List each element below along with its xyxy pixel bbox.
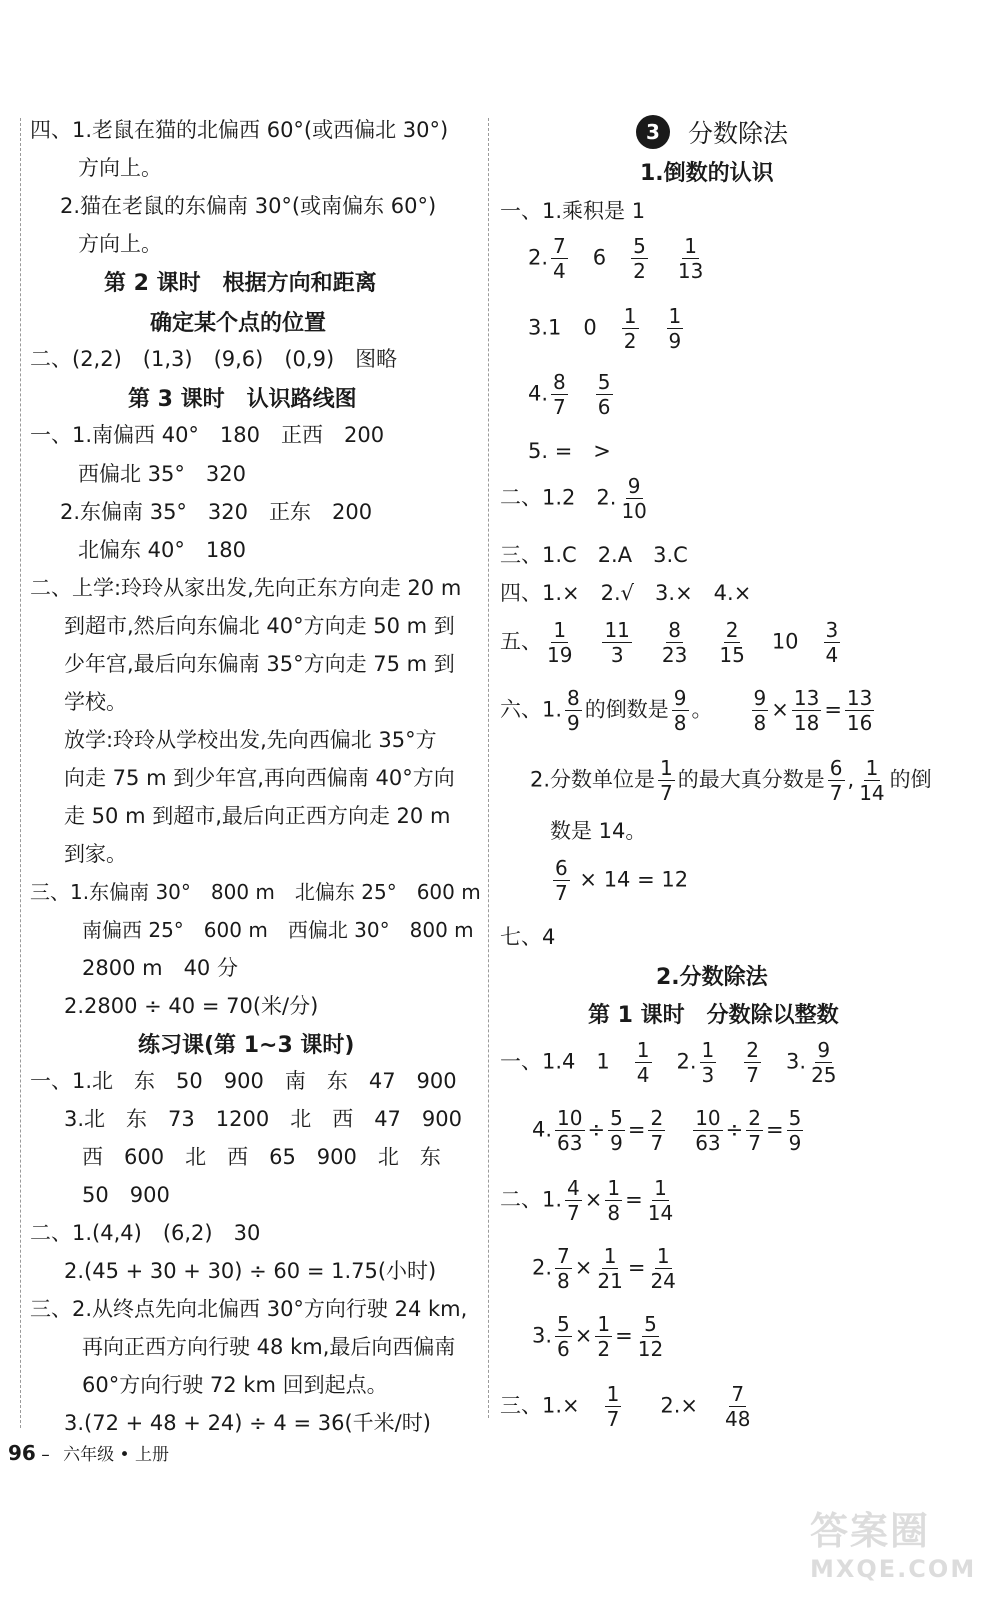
answer-line bbox=[550, 858, 688, 903]
fraction: $\frac{5}{9}$ bbox=[610, 1106, 623, 1155]
answer-text: 2.分数单位是 bbox=[530, 767, 656, 792]
answer-line bbox=[500, 620, 843, 665]
answer-line: 到家。 bbox=[64, 842, 127, 866]
answer-line: 三、1.C 2.A 3.C bbox=[500, 543, 688, 567]
item-label: 三、1.× bbox=[500, 1393, 580, 1418]
answer-line bbox=[530, 758, 932, 803]
fraction: $\frac{1}{21}$ bbox=[597, 1244, 623, 1293]
fraction: $\frac{1}{7}$ bbox=[660, 756, 673, 805]
fraction: $\frac{1}{19}$ bbox=[547, 618, 573, 667]
answer-line: 三、1.东偏南 30° 800 m 北偏东 25° 600 m bbox=[30, 880, 481, 904]
watermark-logo bbox=[810, 1500, 990, 1600]
item-label: 二、1.2 2. bbox=[500, 485, 617, 510]
fraction: $\frac{9}{8}$ bbox=[753, 686, 767, 735]
fraction: $\frac{9}{10}$ bbox=[621, 474, 647, 523]
item-label: 4. bbox=[528, 381, 549, 406]
fraction: $\frac{2}{7}$ bbox=[746, 1038, 760, 1087]
operator: × bbox=[584, 1187, 603, 1212]
answer-line: 方向上。 bbox=[78, 232, 162, 256]
operator: = bbox=[627, 1117, 646, 1142]
section-heading: 1.倒数的认识 bbox=[640, 161, 774, 186]
answer-line bbox=[532, 1108, 806, 1153]
answer-line bbox=[500, 1178, 678, 1223]
answer-line: 2.(45 + 30 + 30) ÷ 60 = 1.75(小时) bbox=[64, 1259, 437, 1283]
answer-line bbox=[532, 1314, 668, 1359]
item-label: 一、1.4 1 bbox=[500, 1049, 610, 1074]
answer-line: 2800 m 40 分 bbox=[82, 956, 238, 980]
lesson-heading: 练习课(第 1~3 课时) bbox=[138, 1033, 355, 1058]
answer-line: 5. = > bbox=[528, 439, 611, 463]
answer-line: 2.猫在老鼠的东偏南 30°(或南偏东 60°) bbox=[60, 194, 437, 218]
item-label: 2. bbox=[532, 1255, 553, 1280]
answer-line: 二、(2,2) (1,3) (9,6) (0,9) 图略 bbox=[30, 347, 398, 371]
answer-line: 2.2800 ÷ 40 = 70(米/分) bbox=[64, 994, 319, 1018]
answer-line: 3.北 东 73 1200 北 西 47 900 bbox=[64, 1107, 463, 1131]
fraction: $\frac{1}{9}$ bbox=[668, 304, 682, 353]
left-margin-rule bbox=[20, 118, 22, 1428]
answer-line bbox=[528, 236, 708, 281]
fraction: $\frac{1}{8}$ bbox=[607, 1176, 621, 1225]
watermark-bottom: MXQE.COM bbox=[810, 1555, 977, 1583]
answer-text: 。 bbox=[691, 697, 713, 722]
fraction: $\frac{10}{63}$ bbox=[557, 1106, 583, 1155]
answer-line bbox=[500, 1384, 755, 1429]
answer-line: 学校。 bbox=[64, 690, 127, 714]
answer-text: , bbox=[847, 767, 855, 792]
answer-line bbox=[528, 372, 616, 417]
answer-line: 二、1.(4,4) (6,2) 30 bbox=[30, 1221, 261, 1245]
answer-line: 四、1.× 2.√ 3.× 4.× bbox=[500, 581, 752, 605]
answer-line: 2.东偏南 35° 320 正东 200 bbox=[60, 500, 373, 524]
fraction: $\frac{1}{13}$ bbox=[677, 234, 704, 283]
lesson-heading: 确定某个点的位置 bbox=[150, 311, 327, 336]
fraction: $\frac{4}{7}$ bbox=[567, 1176, 580, 1225]
chapter-title: 分数除法 bbox=[688, 119, 789, 148]
column-divider bbox=[488, 118, 490, 1418]
lesson-heading: 第 3 课时 认识路线图 bbox=[128, 387, 357, 412]
fraction: $\frac{6}{7}$ bbox=[829, 756, 843, 805]
fraction: $\frac{2}{7}$ bbox=[650, 1106, 664, 1155]
answer-line: 南偏西 25° 600 m 西偏北 30° 800 m bbox=[82, 918, 474, 942]
fraction: $\frac{1}{2}$ bbox=[597, 1312, 611, 1361]
answer-line: 数是 14。 bbox=[550, 819, 647, 843]
footer-dash: – bbox=[41, 1445, 50, 1465]
fraction: $\frac{1}{2}$ bbox=[623, 304, 637, 353]
item-label: 3. bbox=[786, 1049, 807, 1074]
operator: = bbox=[627, 1255, 646, 1280]
fraction: $\frac{2}{7}$ bbox=[748, 1106, 761, 1155]
section-heading: 2.分数除法 bbox=[656, 965, 768, 990]
operator: = bbox=[824, 697, 842, 722]
grade-label: 六年级 • 上册 bbox=[63, 1445, 169, 1465]
chapter-number-badge: 3 bbox=[636, 115, 670, 149]
fraction: $\frac{10}{63}$ bbox=[695, 1106, 721, 1155]
fraction: $\frac{1}{7}$ bbox=[606, 1382, 620, 1431]
answer-line: 二、上学:玲玲从家出发,先向正东方向走 20 m bbox=[30, 576, 462, 600]
answer-line: 北偏东 40° 180 bbox=[78, 538, 246, 562]
fraction: $\frac{7}{8}$ bbox=[557, 1244, 570, 1293]
answer-text: 的倒数是 bbox=[584, 697, 669, 722]
watermark-top: 答案圈 bbox=[810, 1509, 931, 1553]
fraction: $\frac{2}{15}$ bbox=[719, 618, 745, 667]
fraction: $\frac{5}{9}$ bbox=[788, 1106, 802, 1155]
fraction: $\frac{11}{3}$ bbox=[604, 618, 630, 667]
operator: = bbox=[765, 1117, 784, 1142]
answer-line bbox=[500, 476, 652, 521]
lesson-heading: 第 1 课时 分数除以整数 bbox=[588, 1003, 839, 1028]
answer-line: 到超市,然后向东偏北 40°方向走 50 m 到 bbox=[64, 614, 455, 638]
answer-line: 三、2.从终点先向北偏西 30°方向行驶 24 km, bbox=[30, 1297, 468, 1321]
operator: ÷ bbox=[587, 1117, 606, 1142]
answer-line: 走 50 m 到超市,最后向正西方向走 20 m bbox=[64, 804, 451, 828]
item-label: 2. bbox=[528, 245, 549, 270]
answer-line bbox=[500, 688, 877, 733]
operator: ÷ bbox=[725, 1117, 744, 1142]
answer-value: 0 bbox=[583, 315, 597, 340]
answer-text: 的倒 bbox=[889, 767, 932, 792]
answer-line: 四、1.老鼠在猫的北偏西 60°(或西偏北 30°) bbox=[30, 118, 449, 142]
answer-line bbox=[528, 306, 686, 351]
fraction: $\frac{1}{3}$ bbox=[701, 1038, 715, 1087]
operator: = bbox=[615, 1323, 633, 1348]
fraction: $\frac{7}{4}$ bbox=[553, 234, 566, 283]
answer-line bbox=[532, 1246, 681, 1291]
fraction: $\frac{9}{25}$ bbox=[811, 1038, 837, 1087]
fraction: $\frac{5}{6}$ bbox=[557, 1312, 570, 1361]
answer-line bbox=[500, 1040, 842, 1085]
operator: = bbox=[625, 1187, 643, 1212]
fraction: $\frac{8}{23}$ bbox=[661, 618, 688, 667]
answer-value: 1 bbox=[548, 315, 562, 340]
operator: × bbox=[771, 697, 789, 722]
fraction: $\frac{7}{48}$ bbox=[725, 1382, 751, 1431]
answer-text: × 14 = 12 bbox=[579, 867, 689, 892]
answer-line: 3.(72 + 48 + 24) ÷ 4 = 36(千米/时) bbox=[64, 1411, 431, 1435]
fraction: $\frac{3}{4}$ bbox=[825, 618, 839, 667]
operator: × bbox=[574, 1255, 593, 1280]
answer-line: 放学:玲玲从学校出发,先向西偏北 35°方 bbox=[64, 728, 437, 752]
answer-line: 方向上。 bbox=[78, 156, 162, 180]
item-label: 4. bbox=[532, 1117, 553, 1142]
answer-line: 60°方向行驶 72 km 回到起点。 bbox=[82, 1373, 388, 1397]
answer-line: 西 600 北 西 65 900 北 东 bbox=[82, 1145, 441, 1169]
chapter-header bbox=[636, 114, 788, 150]
answer-line: 少年宫,最后向东偏南 35°方向走 75 m 到 bbox=[64, 652, 455, 676]
item-label: 五、 bbox=[500, 629, 542, 654]
item-label: 3. bbox=[528, 315, 549, 340]
fraction: $\frac{8}{7}$ bbox=[553, 370, 566, 419]
fraction: $\frac{1}{24}$ bbox=[650, 1244, 676, 1293]
answer-value: 6 bbox=[592, 245, 607, 270]
fraction: $\frac{9}{8}$ bbox=[673, 686, 687, 735]
operator: × bbox=[574, 1323, 593, 1348]
lesson-heading: 第 2 课时 根据方向和距离 bbox=[104, 271, 377, 296]
fraction: $\frac{5}{6}$ bbox=[597, 370, 611, 419]
answer-line: 西偏北 35° 320 bbox=[78, 462, 246, 486]
answer-line: 一、1.南偏西 40° 180 正西 200 bbox=[30, 423, 385, 447]
item-label: 2. bbox=[676, 1049, 697, 1074]
answer-line: 一、1.北 东 50 900 南 东 47 900 bbox=[30, 1069, 457, 1093]
item-label: 二、1. bbox=[500, 1187, 563, 1212]
item-label: 3. bbox=[532, 1323, 553, 1348]
fraction: $\frac{13}{16}$ bbox=[846, 686, 873, 735]
fraction: $\frac{1}{4}$ bbox=[636, 1038, 650, 1087]
answer-line: 向走 75 m 到少年宫,再向西偏南 40°方向 bbox=[64, 766, 455, 790]
fraction: $\frac{13}{18}$ bbox=[793, 686, 820, 735]
answer-line: 再向正西方向行驶 48 km,最后向西偏南 bbox=[82, 1335, 456, 1359]
page-number: 96 bbox=[8, 1441, 36, 1465]
answer-line: 七、4 bbox=[500, 925, 556, 949]
item-label: 六、1. bbox=[500, 697, 563, 722]
answer-line: 50 900 bbox=[82, 1183, 170, 1207]
fraction: $\frac{8}{9}$ bbox=[567, 686, 580, 735]
answer-value: 10 bbox=[771, 629, 799, 654]
item-label: 2.× bbox=[660, 1393, 699, 1418]
fraction: $\frac{1}{14}$ bbox=[647, 1176, 674, 1225]
fraction: $\frac{5}{2}$ bbox=[633, 234, 646, 283]
fraction: $\frac{5}{12}$ bbox=[637, 1312, 664, 1361]
answer-line: 一、1.乘积是 1 bbox=[500, 199, 646, 223]
fraction: $\frac{6}{7}$ bbox=[555, 856, 568, 905]
answer-text: 的最大真分数是 bbox=[677, 767, 825, 792]
fraction: $\frac{1}{14}$ bbox=[859, 756, 885, 805]
page-footer bbox=[8, 1440, 169, 1465]
